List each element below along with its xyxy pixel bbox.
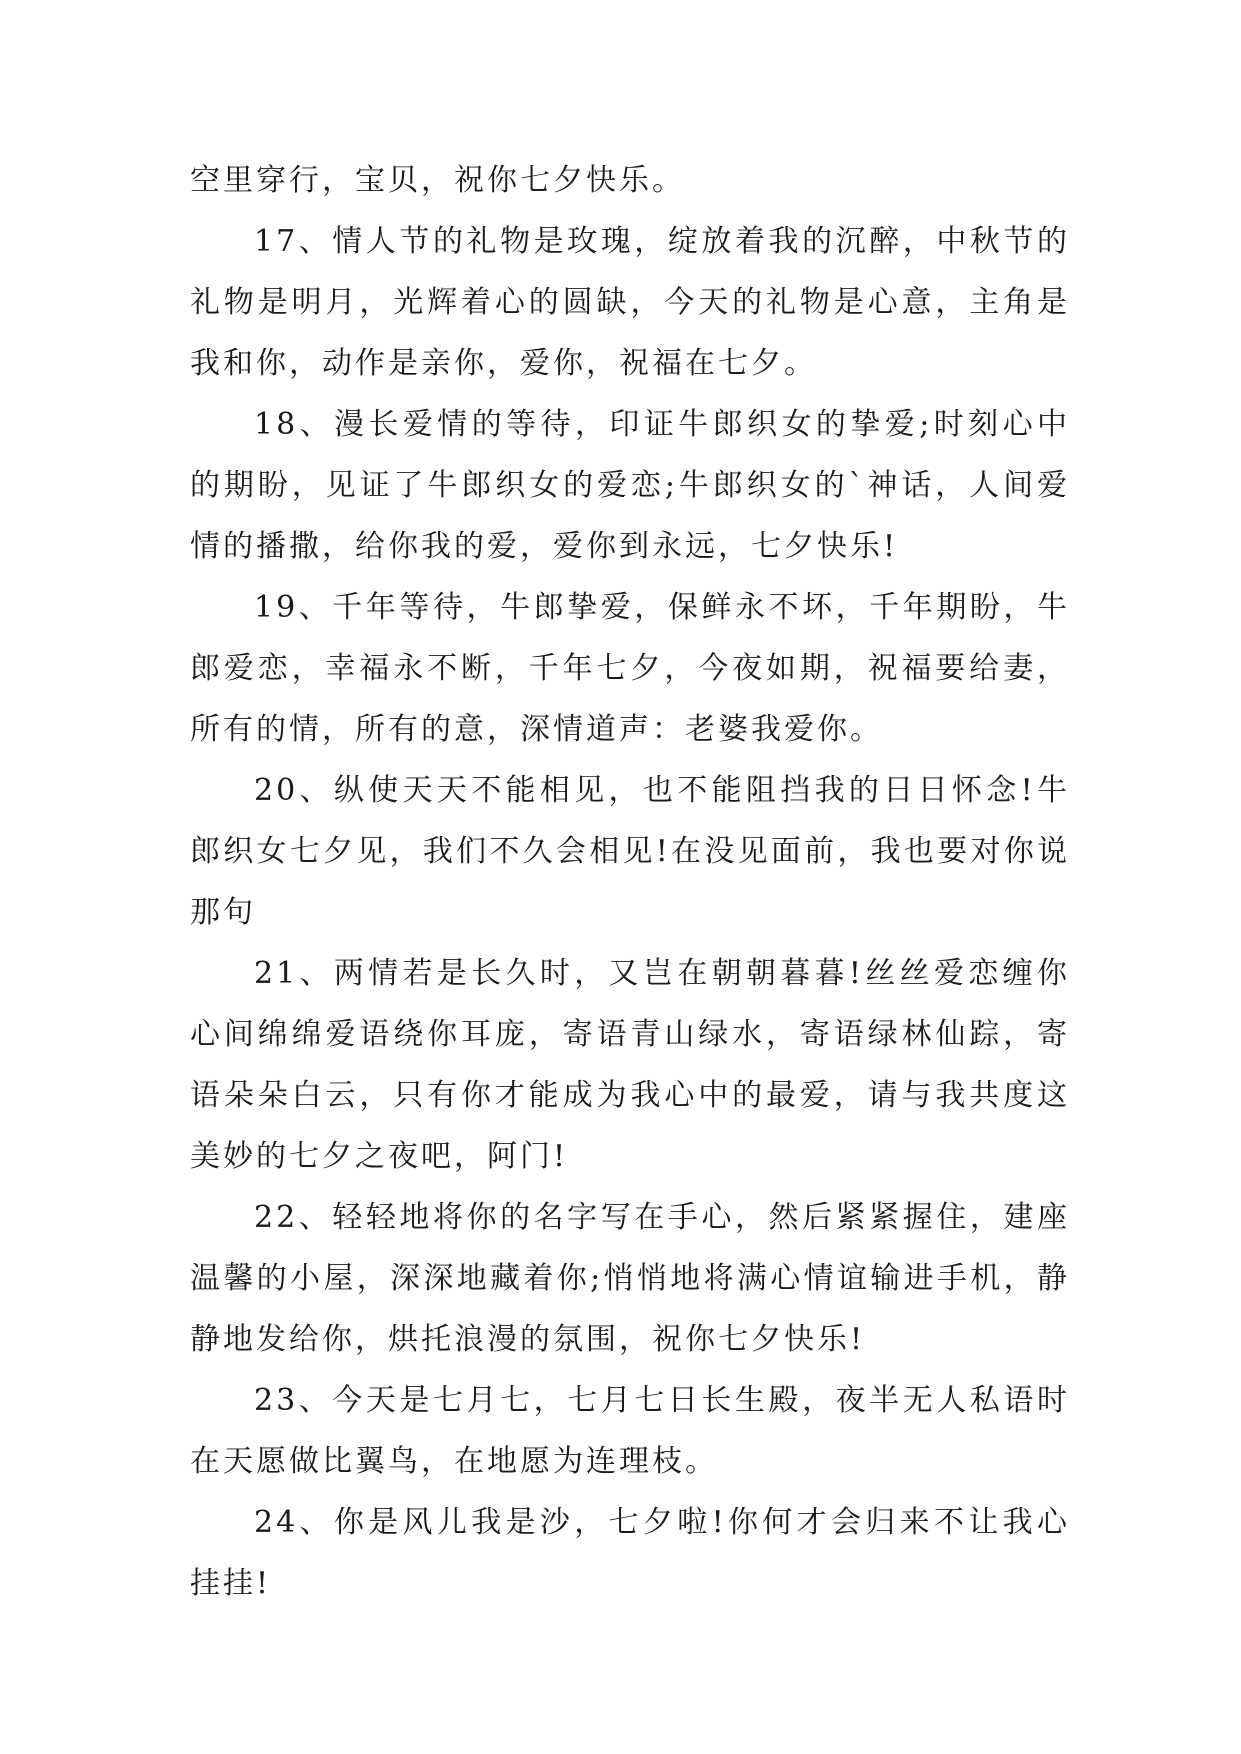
paragraph-24: 24、你是风儿我是沙，七夕啦!你何才会归来不让我心挂挂! — [190, 1505, 1070, 1601]
paragraph-continuation: 空里穿行，宝贝，祝你七夕快乐。 — [190, 163, 685, 198]
paragraph-23: 23、今天是七月七，七月七日长生殿，夜半无人私语时在天愿做比翼鸟，在地愿为连理枝。 — [190, 1383, 1070, 1479]
paragraph-21: 21、两情若是长久时，又岂在朝朝暮暮!丝丝爱恋缠你心间绵绵爱语绕你耳庞，寄语青山绿水，寄语绿林仙踪，寄语朵朵白云，只有你才能成为我心中的最爱，请与我共度这美妙的七夕之夜吧，阿门! — [190, 956, 1070, 1174]
paragraph-19: 19、千年等待，牛郎挚爱，保鲜永不坏，千年期盼，牛郎爱恋，幸福永不断，千年七夕，今夜如期，祝福要给妻，所有的情，所有的意，深情道声：老婆我爱你。 — [190, 590, 1070, 747]
document-body — [190, 150, 1070, 1614]
paragraph-20: 20、纵使天天不能相见，也不能阻挡我的日日怀念!牛郎织女七夕见，我们不久会相见!在没见面前，我也要对你说那句 — [190, 773, 1070, 930]
paragraph-18: 18、漫长爱情的等待，印证牛郎织女的挚爱;时刻心中的期盼，见证了牛郎织女的爱恋;牛郎织女的`神话，人间爱情的播撒，给你我的爱，爱你到永远，七夕快乐! — [190, 407, 1070, 564]
paragraph-17: 17、情人节的礼物是玫瑰，绽放着我的沉醉，中秋节的礼物是明月，光辉着心的圆缺，今天的礼物是心意，主角是我和你，动作是亲你，爱你，祝福在七夕。 — [190, 224, 1070, 381]
paragraph-22: 22、轻轻地将你的名字写在手心，然后紧紧握住，建座温馨的小屋，深深地藏着你;悄悄地将满心情谊输进手机，静静地发给你，烘托浪漫的氛围，祝你七夕快乐! — [190, 1200, 1070, 1357]
